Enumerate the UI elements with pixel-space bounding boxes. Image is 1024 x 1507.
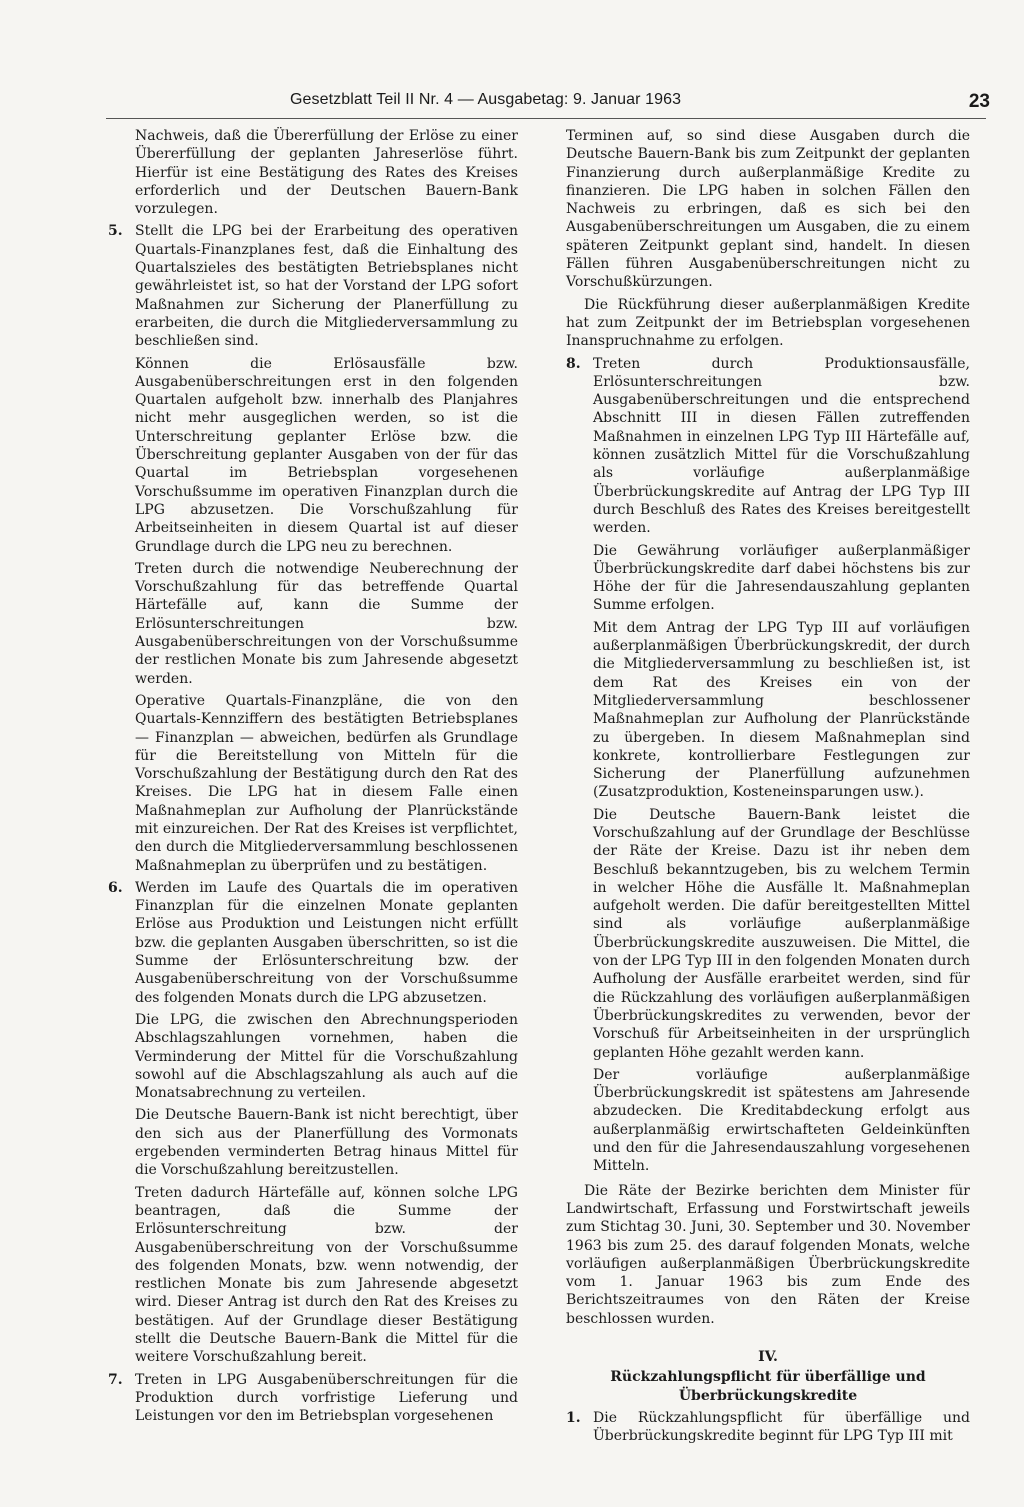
paragraph: Werden im Laufe des Quartals die im operativen Finanzplan für die einzelnen Monate geplanten Erlöse aus Produktion und Leistungen nicht erfüllt bzw. die geplanten Ausgaben überschritten, so ist die Summe der Erlösunterschreitung bzw. der Ausgabenüberschreitung von der Vorschußsumme des folgenden Monats durch die LPG abzusetzen. xyxy=(135,879,518,1006)
paragraph: Mit dem Antrag der LPG Typ III auf vorläufigen außerplanmäßigen Überbrückungskredit, der durch die Mitgliederversammlung zu beschließen ist, ist dem Rat des Kreises ein von der Mitgliederversammlung beschlossener Maßnahmeplan zur Aufholung der Planrückstände zu übergeben. In diesem Maßnahmeplan sind konkrete, kontrollierbare Festlegungen zur Sicherung der Planerfüllung aufzunehmen (Zusatzproduktion, Kosteneinsparungen usw.). xyxy=(593,619,970,801)
continued-paragraph: Nachweis, daß die Übererfüllung der Erlöse zu einer Übererfüllung der geplanten Jahreserlöse führt. Hierfür ist eine Bestätigung des Rates des Kreises erforderlich und der Deutschen Bauern-Bank vorzulegen. xyxy=(135,128,518,218)
list-item-7 xyxy=(108,1371,518,1426)
paragraph: Treten durch Produktionsausfälle, Erlösunterschreitungen bzw. Ausgabenüberschreitungen und die entsprechend Abschnitt III in diesen Fällen zutreffenden Maßnahmen in einzelnen LPG Typ III Härtefälle auf, können zusätzlich Mittel für die Vorschußzahlung als vorläufige außerplanmäßige Überbrückungskredite auf Antrag der LPG Typ III durch Beschluß des Rates des Kreises bereitgestellt werden. xyxy=(593,355,970,537)
paragraph: Die Deutsche Bauern-Bank ist nicht berechtigt, über den sich aus der Planerfüllung des Vormonats ergebenden verminderten Betrag hinaus Mittel für die Vorschußzahlung bereitzustellen. xyxy=(135,1107,518,1179)
item-number: 8. xyxy=(566,355,581,372)
section-number: IV. xyxy=(758,1349,778,1365)
paragraph: Die Rückführung dieser außerplanmäßigen Kredite hat zum Zeitpunkt der im Betriebsplan vorgesehenen Inanspruchnahme zu erfolgen. xyxy=(566,296,970,350)
list-item-8 xyxy=(566,355,970,1176)
continued-paragraph: Terminen auf, so sind diese Ausgaben durch die Deutsche Bauern-Bank bis zum Zeitpunkt der geplanten Finanzierung durch außerplanmäßige Kredite zu finanzieren. Die LPG haben in solchen Fällen den Nachweis zu erbringen, daß es sich bei den Ausgabenüberschreitungen um Ausgaben, die zu einem späteren Zeitpunkt geplant sind, handelt. In diesen Fällen führen Ausgabenüberschreitungen nicht zu Vorschußkürzungen. xyxy=(566,128,970,291)
item-number: 1. xyxy=(566,1409,581,1426)
item-number: 7. xyxy=(108,1371,123,1388)
left-column xyxy=(108,127,518,1425)
paragraph: Die Räte der Bezirke berichten dem Minister für Landwirtschaft, Erfassung und Forstwirtschaft jeweils zum Stichtag 30. Juni, 30. September und 30. November 1963 bis zum 25. des darauf folgenden Monats, welche vorläufigen außerplanmäßigen Überbrückungskredite vom 1. Januar 1963 bis zum Ende des Berichtszeitraumes von den Räten der Kreise beschlossen wurden. xyxy=(566,1182,970,1327)
paragraph: Können die Erlösausfälle bzw. Ausgabenüberschreitungen erst in den folgenden Quartalen aufgeholt bzw. innerhalb des Planjahres nicht mehr ausgeglichen werden, so ist die Unterschreitung geplanter Erlöse bzw. die Überschreitung geplanter Ausgaben von der für das Quartal im Betriebsplan vorgesehenen Vorschußsumme im operativen Finanzplan durch die LPG abzusetzen. Die Vorschußzahlung für Arbeitseinheiten in diesem Quartal ist auf dieser Grundlage durch die LPG neu zu berechnen. xyxy=(135,355,518,555)
page-header xyxy=(290,91,990,115)
paragraph: Die Deutsche Bauern-Bank leistet die Vorschußzahlung auf der Grundlage der Beschlüsse der Räte der Kreise. Dazu ist ihr neben dem Beschluß bekanntzugeben, bis zu welchem Termin in welcher Höhe die Ausfälle lt. Maßnahmeplan aufgeholt werden. Die dafür bereitgestellten Mittel sind als vorläufige außerplanmäßige Überbrückungskredite auszuweisen. Die Mittel, die von der LPG Typ III in den folgenden Monaten durch Aufholung der Ausfälle erarbeitet werden, sind für die Rückzahlung des vorläufigen außerplanmäßigen Überbrückungskredites zu verwenden, bevor der Vorschuß für Arbeitseinheiten in der ursprünglich geplanten Höhe gezahlt werden kann. xyxy=(593,806,971,1061)
paragraph: Treten dadurch Härtefälle auf, können solche LPG beantragen, daß die Summe der Erlösunterschreitung bzw. der Ausgabenüberschreitung von der Vorschußsumme des folgenden Monats, bzw. wenn notwendig, der restlichen Monate bis zum Jahresende abgesetzt wird. Dieser Antrag ist durch den Rat des Kreises zu bestätigen. Auf der Grundlage dieser Bestätigung stellt die Deutsche Bauern-Bank die Mittel für die weitere Vorschußzahlung bereit. xyxy=(135,1184,518,1366)
list-item-1 xyxy=(566,1409,970,1446)
right-column xyxy=(566,127,970,1445)
paragraph: Die Gewährung vorläufiger außerplanmäßiger Überbrückungskredite darf dabei höchstens bis zur Höhe der für die Jahresendauszahlung geplanten Summe erfolgen. xyxy=(593,542,970,614)
paragraph: Der vorläufige außerplanmäßige Überbrückungskredit ist spätestens am Jahresende abzudecken. Die Kreditabdeckung erfolgt aus außerplanmäßig erwirtschafteten Geldeinkünften und den für die Jahresendauszahlung vorgesehenen Mitteln. xyxy=(593,1066,970,1175)
list-item-5 xyxy=(108,222,518,874)
item-number: 5. xyxy=(108,223,123,240)
header-title: Gesetzblatt Teil II Nr. 4 — Ausgabetag: 9. Januar 1963 xyxy=(290,91,682,108)
paragraph: Stellt die LPG bei der Erarbeitung des operativen Quartals-Finanzplanes fest, daß die Einhaltung des Quartalszieles des bestätigten Betriebsplanes nicht gewährleistet ist, so hat der Vorstand der LPG sofort Maßnahmen zur Sicherung der Planerfüllung zu erarbeiten, die durch die Mitgliederversammlung zu beschließen sind. xyxy=(135,223,518,350)
paragraph: Die Rückzahlungspflicht für überfällige und Überbrückungskredite beginnt für LPG Typ III mit xyxy=(593,1409,970,1445)
section-title: Rückzahlungspflicht für überfällige und Überbrückungskredite xyxy=(610,1369,926,1404)
item-number: 6. xyxy=(108,879,123,896)
page-number: 23 xyxy=(968,91,990,112)
list-item-6 xyxy=(108,879,518,1367)
header-rule xyxy=(106,118,986,119)
paragraph: Operative Quartals-Finanzpläne, die von den Quartals-Kennziffern des bestätigten Betriebsplanes — Finanzplan — abweichen, bedürfen als Grundlage für die Bereitstellung von Mitteln für die Vorschußzahlung der Bestätigung durch den Rat des Kreises. Die LPG hat in diesem Falle einen Maßnahmeplan zur Aufholung der Planrückstände mit einzureichen. Der Rat des Kreises ist verpflichtet, den durch die Mitgliederversammlung beschlossenen Maßnahmeplan zu überprüfen und zu bestätigen. xyxy=(135,692,518,874)
paragraph: Treten in LPG Ausgabenüberschreitungen für die Produktion durch vorfristige Lieferung und Leistungen vor den im Betriebsplan vorgesehenen xyxy=(135,1371,518,1425)
paragraph: Treten durch die notwendige Neuberechnung der Vorschußzahlung für das betreffende Quartal Härtefälle auf, kann die Summe der Erlösunterschreitungen bzw. Ausgabenüberschreitungen von der Vorschußsumme der restlichen Monate bis zum Jahresende abgesetzt werden. xyxy=(135,560,518,687)
paragraph: Die LPG, die zwischen den Abrechnungsperioden Abschlagszahlungen vornehmen, haben die Verminderung der Mittel für die Vorschußzahlung sowohl auf die Abschlagszahlung als auch auf die Monatsabrechnung zu verteilen. xyxy=(135,1011,518,1102)
